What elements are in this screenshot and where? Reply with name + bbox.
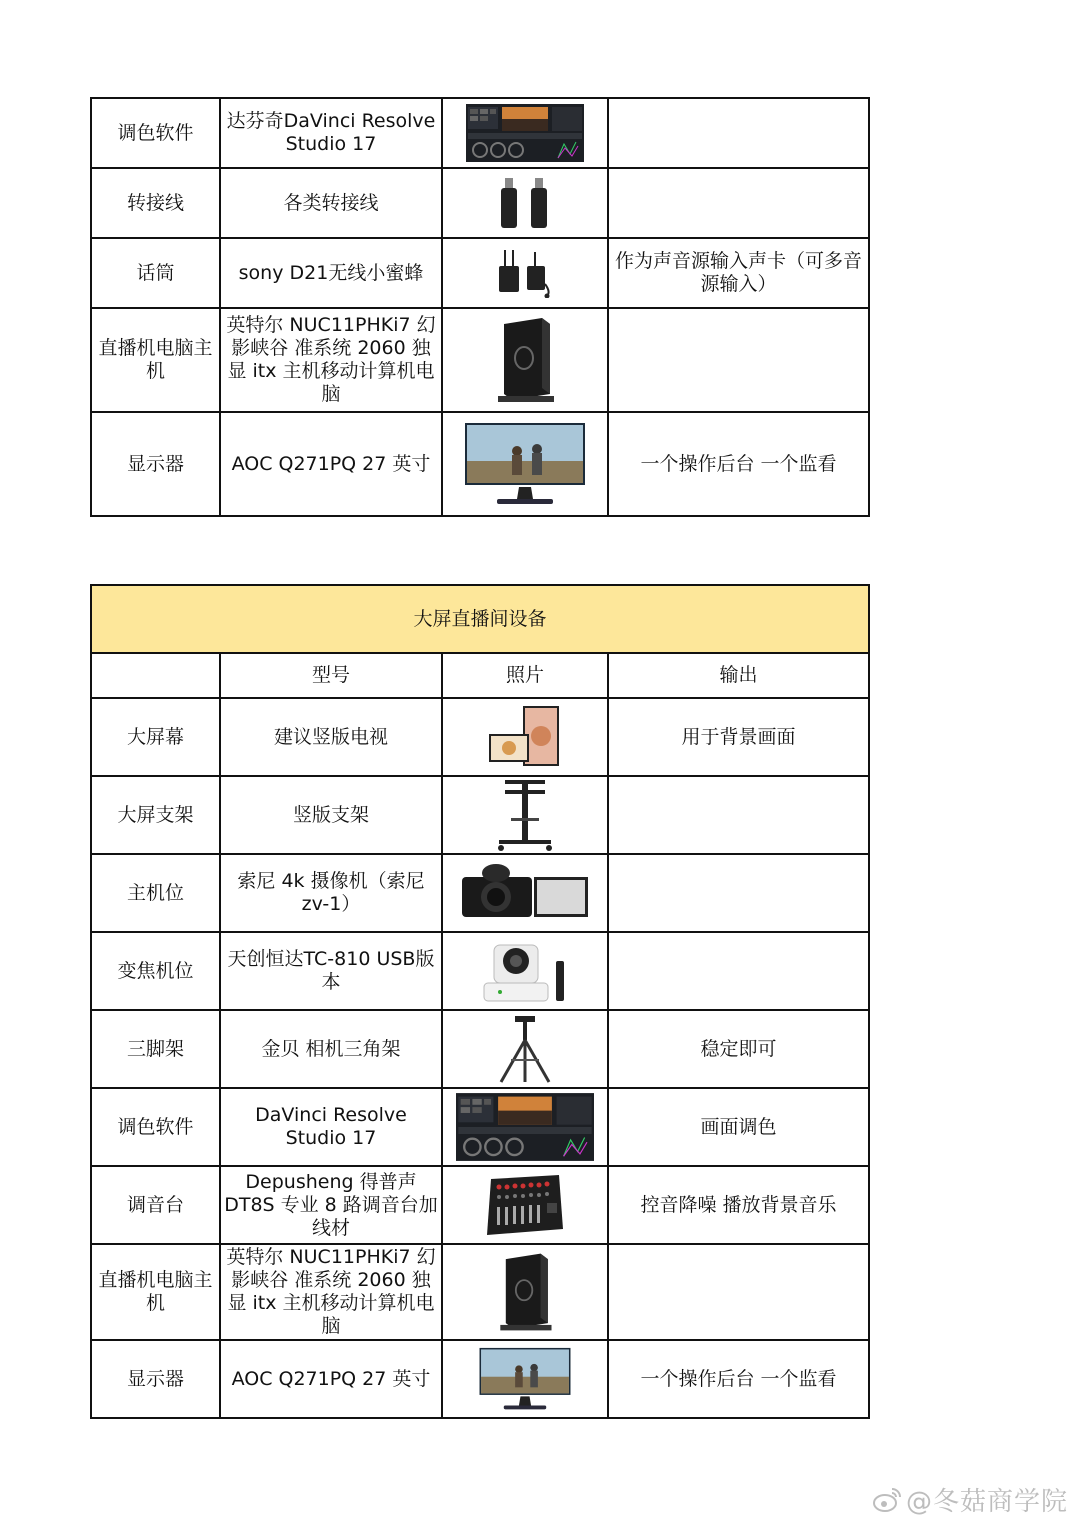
- model-cell: 英特尔 NUC11PHKi7 幻影峡谷 准系统 2060 独显 itx 主机移动计算机电脑: [220, 308, 442, 412]
- photo-cell: [442, 1244, 608, 1340]
- davinci-resolve-screenshot-icon: [456, 1093, 594, 1161]
- photo-cell: [442, 932, 608, 1010]
- model-cell: sony D21无线小蜜蜂: [220, 238, 442, 308]
- table-row: [91, 1244, 869, 1340]
- table-row: [91, 168, 869, 238]
- equipment-table-1: [90, 97, 870, 517]
- output-cell: 一个操作后台 一个监看: [608, 412, 869, 516]
- photo-cell: [442, 854, 608, 932]
- output-cell: [608, 776, 869, 854]
- mini-pc-icon: [490, 314, 560, 406]
- column-header: [91, 653, 220, 698]
- watermark-text: @冬菇商学院: [905, 1487, 1068, 1517]
- category-cell: 直播机电脑主机: [91, 1244, 220, 1340]
- category-cell: 主机位: [91, 854, 220, 932]
- model-cell: AOC Q271PQ 27 英寸: [220, 412, 442, 516]
- output-cell: [608, 308, 869, 412]
- model-cell: 天创恒达TC-810 USB版本: [220, 932, 442, 1010]
- table-header-row: [91, 653, 869, 698]
- monitor-icon: [478, 1344, 572, 1414]
- davinci-resolve-screenshot-icon: [466, 104, 584, 162]
- table-row: [91, 412, 869, 516]
- model-cell: 达芬奇DaVinci Resolve Studio 17: [220, 98, 442, 168]
- photo-cell: [442, 238, 608, 308]
- watermark: [872, 1481, 1068, 1518]
- model-cell: 英特尔 NUC11PHKi7 幻影峡谷 准系统 2060 独显 itx 主机移动计算机电脑: [220, 1244, 442, 1340]
- photo-cell: [442, 168, 608, 238]
- model-cell: DaVinci Resolve Studio 17: [220, 1088, 442, 1166]
- photo-cell: [442, 412, 608, 516]
- category-cell: 话筒: [91, 238, 220, 308]
- output-cell: 稳定即可: [608, 1010, 869, 1088]
- photo-cell: [442, 1166, 608, 1244]
- output-cell: 用于背景画面: [608, 698, 869, 776]
- photo-cell: [442, 1088, 608, 1166]
- output-cell: [608, 168, 869, 238]
- table-row: [91, 1010, 869, 1088]
- table-row: [91, 1166, 869, 1244]
- table-row: [91, 238, 869, 308]
- table-row: [91, 698, 869, 776]
- equipment-table-2: [90, 584, 870, 1419]
- table-row: [91, 854, 869, 932]
- table-row: [91, 1088, 869, 1166]
- category-cell: 三脚架: [91, 1010, 220, 1088]
- category-cell: 调色软件: [91, 98, 220, 168]
- table-row: [91, 776, 869, 854]
- category-cell: 转接线: [91, 168, 220, 238]
- model-cell: 金贝 相机三角架: [220, 1010, 442, 1088]
- table-row: [91, 308, 869, 412]
- category-cell: 显示器: [91, 1340, 220, 1418]
- category-cell: 调色软件: [91, 1088, 220, 1166]
- column-header: 照片: [442, 653, 608, 698]
- table-row: [91, 98, 869, 168]
- model-cell: 竖版支架: [220, 776, 442, 854]
- photo-cell: [442, 308, 608, 412]
- ptz-camera-icon: [480, 935, 570, 1007]
- adapter-cable-icon: [495, 176, 555, 230]
- table-title: 大屏直播间设备: [91, 585, 869, 653]
- monitor-icon: [463, 421, 587, 507]
- output-cell: [608, 98, 869, 168]
- category-cell: 大屏支架: [91, 776, 220, 854]
- model-cell: 各类转接线: [220, 168, 442, 238]
- photo-cell: [442, 98, 608, 168]
- table-title-row: [91, 585, 869, 653]
- model-cell: Depusheng 得普声 DT8S 专业 8 路调音台加线材: [220, 1166, 442, 1244]
- category-cell: 显示器: [91, 412, 220, 516]
- tripod-icon: [495, 1014, 555, 1084]
- column-header: 输出: [608, 653, 869, 698]
- weibo-logo-icon: [872, 1485, 902, 1515]
- output-cell: [608, 854, 869, 932]
- sony-camera-icon: [460, 863, 590, 923]
- photo-cell: [442, 1010, 608, 1088]
- category-cell: 调音台: [91, 1166, 220, 1244]
- photo-cell: [442, 1340, 608, 1418]
- output-cell: 画面调色: [608, 1088, 869, 1166]
- mini-pc-icon: [493, 1249, 557, 1335]
- photo-cell: [442, 698, 608, 776]
- output-cell: [608, 932, 869, 1010]
- category-cell: 变焦机位: [91, 932, 220, 1010]
- category-cell: 直播机电脑主机: [91, 308, 220, 412]
- category-cell: 大屏幕: [91, 698, 220, 776]
- output-cell: 作为声音源输入声卡（可多音源输入）: [608, 238, 869, 308]
- column-header: 型号: [220, 653, 442, 698]
- table-row: [91, 1340, 869, 1418]
- photo-cell: [442, 776, 608, 854]
- audio-mixer-icon: [485, 1173, 565, 1237]
- output-cell: 一个操作后台 一个监看: [608, 1340, 869, 1418]
- vertical-tv-icon: [487, 704, 563, 770]
- output-cell: 控音降噪 播放背景音乐: [608, 1166, 869, 1244]
- output-cell: [608, 1244, 869, 1340]
- model-cell: 索尼 4k 摄像机（索尼 zv-1）: [220, 854, 442, 932]
- wireless-mic-icon: [493, 248, 557, 298]
- model-cell: 建议竖版电视: [220, 698, 442, 776]
- tv-stand-icon: [493, 778, 557, 852]
- table-row: [91, 932, 869, 1010]
- model-cell: AOC Q271PQ 27 英寸: [220, 1340, 442, 1418]
